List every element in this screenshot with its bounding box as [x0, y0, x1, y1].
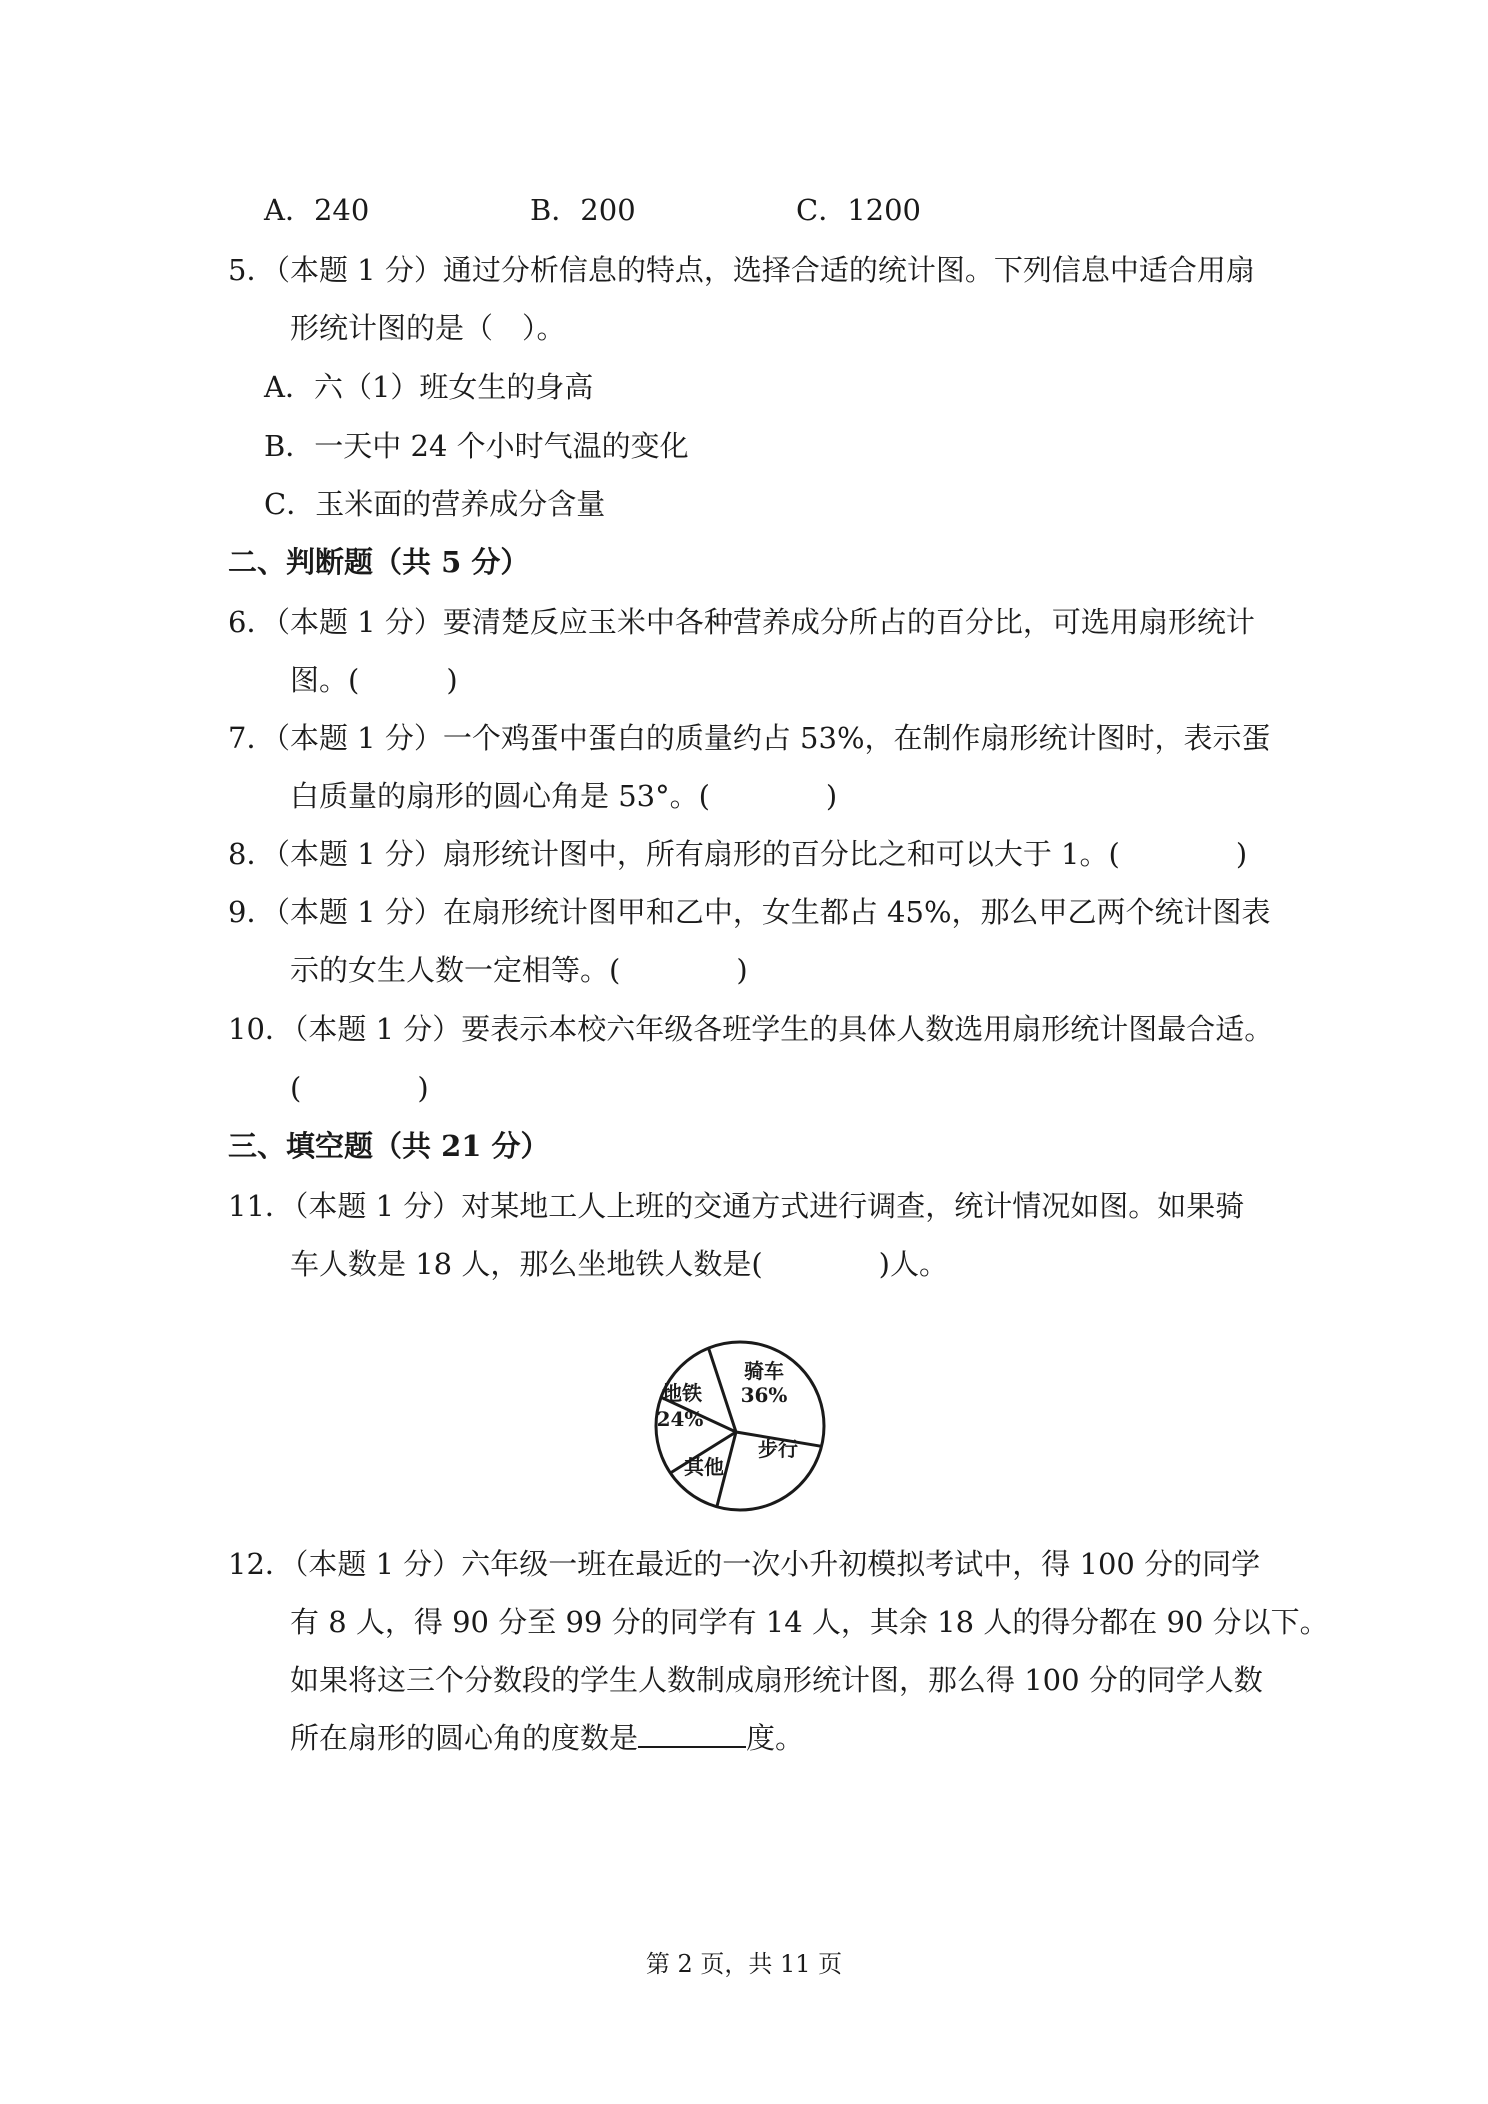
pie-label-walk: 步行 — [758, 1437, 798, 1461]
page-number-footer: 第 2 页，共 11 页 — [645, 1950, 843, 1978]
pie-divider-top — [709, 1348, 736, 1432]
q12-answer-blank[interactable] — [638, 1718, 746, 1748]
q10-text-line2: ( ) — [290, 1071, 429, 1105]
q5-option-a: A．六（1）班女生的身高 — [264, 370, 594, 404]
pie-label-bike: 骑车 — [744, 1359, 784, 1383]
q6-text-line2: 图。( ) — [290, 663, 458, 697]
q9-text-line2: 示的女生人数一定相等。( ) — [290, 953, 748, 987]
q12-text-line4 — [290, 1718, 804, 1758]
q12-line4-pre: 所在扇形的圆心角的度数是 — [290, 1721, 639, 1755]
q6-text-line1: 6．（本题 1 分）要清楚反应玉米中各种营养成分所占的百分比，可选用扇形统计 — [228, 605, 1255, 639]
q9-text-line1: 9．（本题 1 分）在扇形统计图甲和乙中，女生都占 45%，那么甲乙两个统计图表 — [228, 895, 1271, 929]
pie-value-subway: 24% — [656, 1407, 704, 1431]
pie-value-bike: 36% — [740, 1383, 788, 1407]
q4-option-a: A．240 — [264, 193, 370, 227]
q8-text-line1: 8．（本题 1 分）扇形统计图中，所有扇形的百分比之和可以大于 1。( ) — [228, 837, 1248, 871]
q4-option-b: B．200 — [530, 193, 636, 227]
q12-text-line1: 12．（本题 1 分）六年级一班在最近的一次小升初模拟考试中，得 100 分的同学 — [228, 1547, 1261, 1581]
pie-label-other: 其他 — [684, 1455, 724, 1479]
q12-text-line3: 如果将这三个分数段的学生人数制成扇形统计图，那么得 100 分的同学人数 — [290, 1663, 1263, 1697]
q5-text-line1: 5．（本题 1 分）通过分析信息的特点，选择合适的统计图。下列信息中适合用扇 — [228, 253, 1255, 287]
pie-label-subway: 地铁 — [662, 1381, 702, 1405]
q5-option-b: B．一天中 24 个小时气温的变化 — [264, 429, 689, 463]
q5-text-line2: 形统计图的是（ ）。 — [290, 311, 566, 345]
q4-option-c: C．1200 — [796, 193, 921, 227]
q11-text-line1: 11．（本题 1 分）对某地工人上班的交通方式进行调查，统计情况如图。如果骑 — [228, 1189, 1245, 1223]
q10-text-line1: 10．（本题 1 分）要表示本校六年级各班学生的具体人数选用扇形统计图最合适。 — [228, 1012, 1274, 1046]
section-fill-title: 三、填空题（共 21 分） — [228, 1129, 550, 1163]
q11-text-line2: 车人数是 18 人，那么坐地铁人数是( )人。 — [290, 1247, 948, 1281]
q7-text-line1: 7．（本题 1 分）一个鸡蛋中蛋白的质量约占 53%，在制作扇形统计图时，表示蛋 — [228, 721, 1271, 755]
q12-text-line2: 有 8 人，得 90 分至 99 分的同学有 14 人，其余 18 人的得分都在 90 分以下。 — [290, 1605, 1329, 1639]
section-judgement-title: 二、判断题（共 5 分） — [228, 545, 530, 579]
q5-option-c: C．玉米面的营养成分含量 — [264, 487, 606, 521]
q7-text-line2: 白质量的扇形的圆心角是 53°。( ) — [290, 779, 838, 813]
transport-pie-chart — [652, 1338, 828, 1514]
q12-line4-post: 度。 — [746, 1721, 805, 1755]
